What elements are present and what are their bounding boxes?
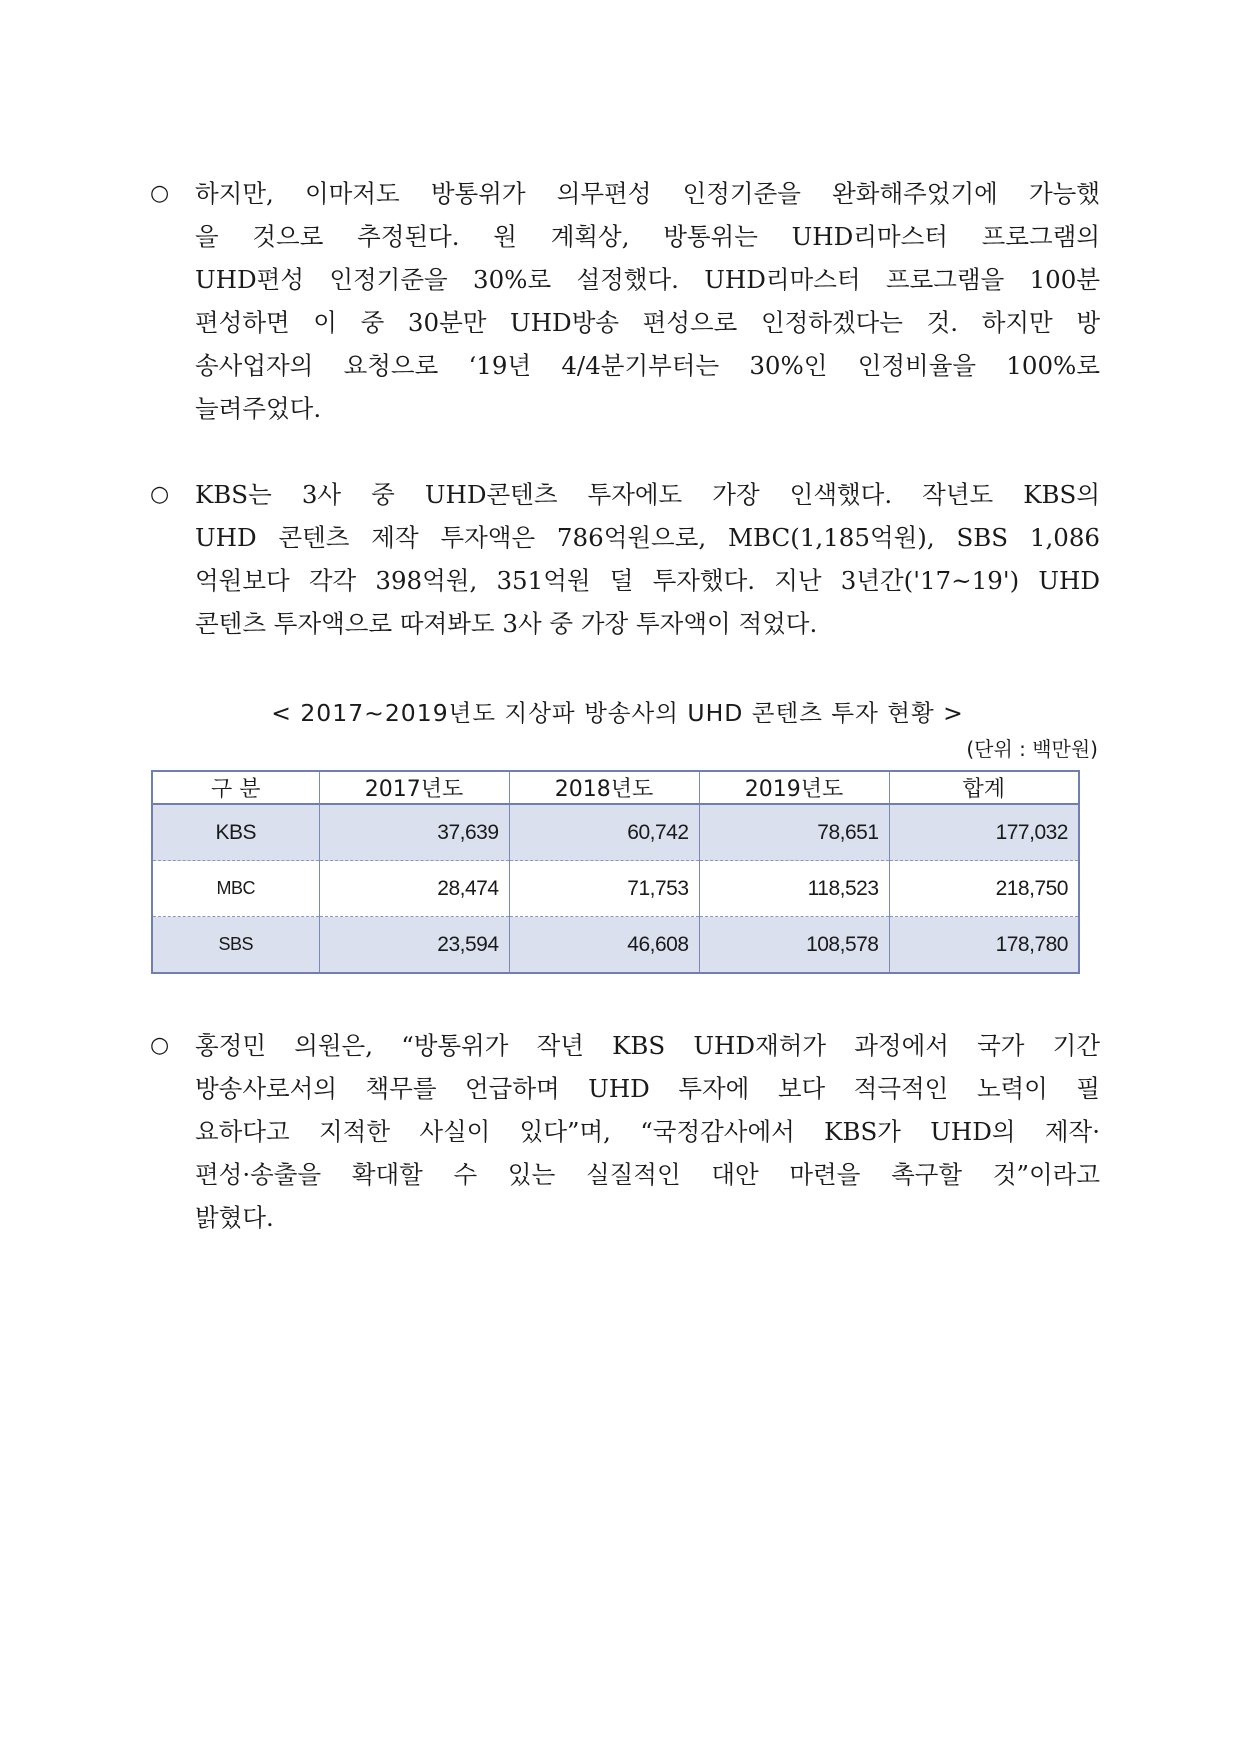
table-header-row	[152, 771, 1079, 804]
table-cell: 177,032	[889, 804, 1079, 861]
table-cell: 23,594	[319, 917, 509, 974]
paragraph-1	[150, 172, 1100, 430]
paragraph-3	[150, 1024, 1100, 1239]
table-cell: 218,750	[889, 861, 1079, 917]
header-category: 구 분	[152, 771, 319, 804]
text-line: 콘텐츠 투자액으로 따져봐도 3사 중 가장 투자액이 적었다.	[195, 609, 818, 638]
header-total: 합계	[889, 771, 1079, 804]
table-cell: 37,639	[319, 804, 509, 861]
table-cell: 178,780	[889, 917, 1079, 974]
text-line: 억원보다 각각 398억원, 351억원 덜 투자했다. 지난 3년간('17~19') UHD	[195, 566, 1100, 595]
row-label: KBS	[152, 804, 319, 861]
table-cell: 46,608	[509, 917, 699, 974]
table-cell: 118,523	[699, 861, 889, 917]
bullet-circle-icon: ○	[150, 1033, 170, 1058]
paragraph-2	[150, 473, 1100, 645]
text-line: 송사업자의 요청으로 ‘19년 4/4분기부터는 30%인 인정비율을 100%로	[195, 351, 1100, 380]
text-line: UHD 콘텐츠 제작 투자액은 786억원으로, MBC(1,185억원), SBS 1,086	[195, 523, 1100, 552]
text-line: UHD편성 인정기준을 30%로 설정했다. UHD리마스터 프로그램을 100분	[195, 265, 1100, 294]
text-line: 방송사로서의 책무를 언급하며 UHD 투자에 보다 적극적인 노력이 필	[195, 1074, 1100, 1103]
text-line: KBS는 3사 중 UHD콘텐츠 투자에도 가장 인색했다. 작년도 KBS의	[195, 480, 1100, 509]
text-line: 하지만, 이마저도 방통위가 의무편성 인정기준을 완화해주었기에 가능했	[195, 179, 1100, 208]
text-line: 홍정민 의원은, “방통위가 작년 KBS UHD재허가 과정에서 국가 기간	[195, 1031, 1100, 1060]
header-2018: 2018년도	[509, 771, 699, 804]
text-line: 을 것으로 추정된다. 원 계획상, 방통위는 UHD리마스터 프로그램의	[195, 222, 1100, 251]
text-line: 늘려주었다.	[195, 394, 322, 423]
table-row	[152, 917, 1079, 974]
text-line: 밝혔다.	[195, 1203, 274, 1232]
row-label: MBC	[152, 861, 319, 917]
table-cell: 71,753	[509, 861, 699, 917]
header-2019: 2019년도	[699, 771, 889, 804]
table-row	[152, 804, 1079, 861]
investment-table	[151, 770, 1080, 974]
text-line: 편성하면 이 중 30분만 UHD방송 편성으로 인정하겠다는 것. 하지만 방	[195, 308, 1100, 337]
table-unit-label: (단위 : 백만원)	[966, 737, 1098, 761]
text-line: 편성·송출을 확대할 수 있는 실질적인 대안 마련을 촉구할 것”이라고	[195, 1160, 1100, 1189]
bullet-circle-icon: ○	[150, 482, 170, 507]
table-row	[152, 861, 1079, 917]
bullet-circle-icon: ○	[150, 181, 170, 206]
text-line: 요하다고 지적한 사실이 있다”며, “국정감사에서 KBS가 UHD의 제작·	[195, 1117, 1100, 1146]
table-cell: 28,474	[319, 861, 509, 917]
table-cell: 60,742	[509, 804, 699, 861]
table-cell: 108,578	[699, 917, 889, 974]
row-label: SBS	[152, 917, 319, 974]
table-cell: 78,651	[699, 804, 889, 861]
header-2017: 2017년도	[319, 771, 509, 804]
table-title: < 2017~2019년도 지상파 방송사의 UHD 콘텐츠 투자 현황 >	[271, 699, 964, 727]
